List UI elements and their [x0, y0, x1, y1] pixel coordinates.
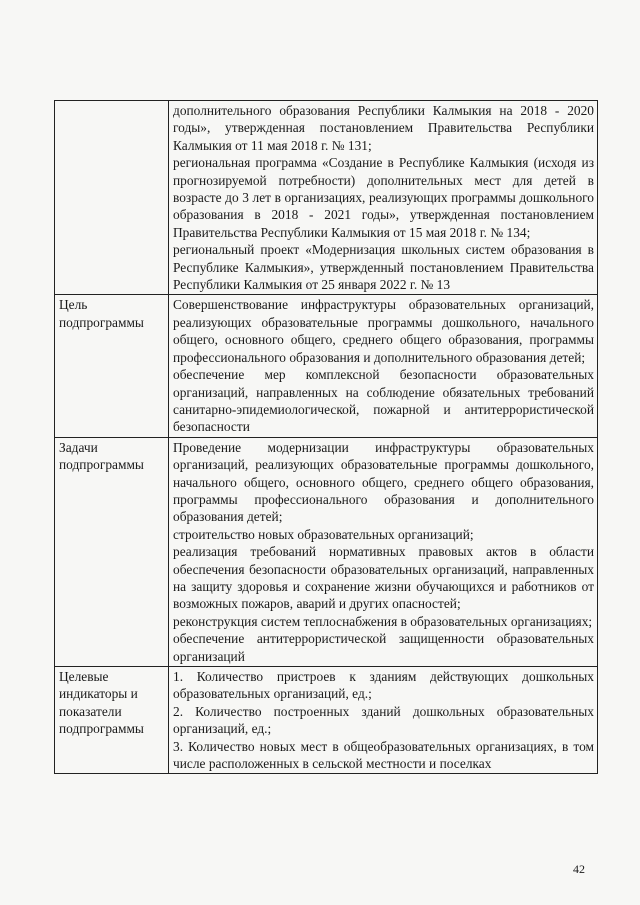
- program-passport-table: [54, 100, 598, 774]
- row-content: [169, 667, 598, 774]
- table-row: [55, 437, 598, 666]
- paragraph: реализация требований нормативных правовых актов в области обеспечения безопасности образовательных организаций, направленных на защиту здоровья и сохранение жизни обучающихся и работников от возможных пожаров, аварий и других опасностей;: [173, 544, 594, 612]
- row-label-indicators: Целевые индикаторы и показатели подпрограммы: [55, 667, 169, 774]
- row-label: [55, 101, 169, 295]
- table-row: [55, 295, 598, 437]
- table-row: [55, 667, 598, 774]
- paragraph: обеспечение антитеррористической защищенности образовательных организаций: [173, 631, 594, 664]
- indicator-item: 1. Количество пристроев к зданиям действующих дошкольных образовательных организаций, ед.;: [173, 669, 594, 702]
- indicator-item: 3. Количество новых мест в общеобразовательных организациях, в том числе расположенных в сельской местности и поселках: [173, 738, 594, 772]
- row-content: [169, 437, 598, 666]
- row-content: [169, 295, 598, 437]
- row-label-tasks: Задачи подпрограммы: [55, 437, 169, 666]
- paragraph: реконструкция систем теплоснабжения в образовательных организациях;: [173, 613, 593, 629]
- paragraph: Проведение модернизации инфраструктуры образовательных организаций, реализующих образовательные программы дошкольного, начального общего, основного общего, среднего общего образования, программы профессионального образования и дополнительного образования детей;: [173, 439, 594, 525]
- row-content: [169, 101, 598, 295]
- paragraph: обеспечение мер комплексной безопасности образовательных организаций, направленных на соблюдение обязательных требований санитарно-эпидемиологической, пожарной и антитеррористической безопасности: [173, 367, 594, 435]
- indicator-item: 2. Количество построенных зданий дошкольных образовательных организаций, ед.;: [173, 703, 594, 737]
- paragraph: региональный проект «Модернизация школьных систем образования в Республике Калмыкия», утвержденный постановлением Правительства Республики Калмыкия от 25 января 2022 г. № 13: [173, 242, 594, 293]
- paragraph: дополнительного образования Республики Калмыкия на 2018 - 2020 годы», утвержденная постановлением Правительства Республики Калмыкия от 11 мая 2018 г. № 131;: [173, 103, 594, 153]
- page-number: 42: [573, 862, 585, 876]
- table-row: [55, 101, 598, 295]
- row-label-goal: Цель подпрограммы: [55, 295, 169, 437]
- paragraph: региональная программа «Создание в Республике Калмыкия (исходя из прогнозируемой потребности) дополнительных мест для детей в возрасте до 3 лет в организациях, реализующих программы дошкольного образования в 2018 - 2021 годы», утвержденная постановлением Правительства Республики Калмыкия от 15 мая 2018 г. № 134;: [173, 155, 594, 240]
- paragraph: Совершенствование инфраструктуры образовательных организаций, реализующих образовательные программы дошкольного, начального общего, основного общего, среднего общего образования, программы профессионального образования и дополнительного образования детей;: [173, 297, 594, 365]
- paragraph: строительство новых образовательных организаций;: [173, 526, 474, 542]
